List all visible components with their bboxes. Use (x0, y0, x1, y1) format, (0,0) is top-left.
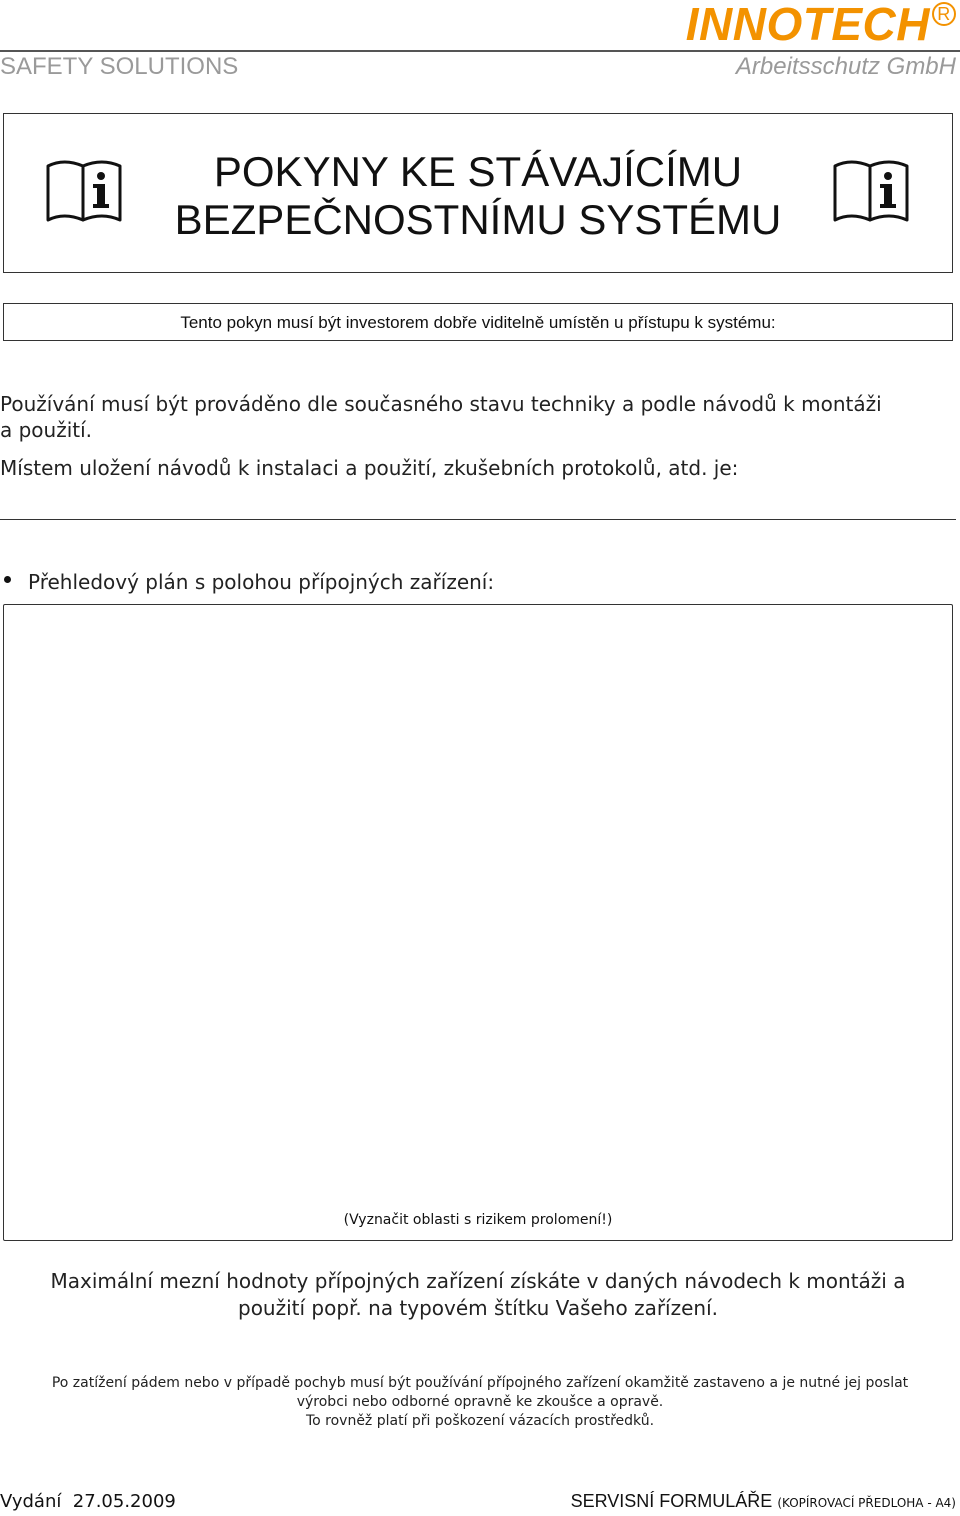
tagline-left: SAFETY SOLUTIONS (0, 53, 239, 80)
usage-paragraph (0, 391, 955, 443)
overview-caption: (Vyznačit oblasti s rizikem prolomení!) (343, 1212, 613, 1228)
form-name-title: SERVISNÍ FORMULÁŘE (570, 1491, 773, 1511)
form-name-note: (KOPÍROVACÍ PŘEDLOHA - A4) (777, 1496, 956, 1510)
limits-paragraph (0, 1268, 956, 1322)
overview-label: Přehledový plán s polohou přípojných zařízení: (28, 570, 495, 594)
overview-plan-area[interactable] (3, 604, 953, 1241)
storage-fill-line[interactable] (0, 519, 956, 520)
warning-line1: Po zatížení pádem nebo v případě pochyb musí být používání přípojného zařízení okamžitě zastaveno a je nutné jej poslat (51, 1375, 909, 1391)
bullet-icon (4, 576, 11, 583)
brand-logo (686, 0, 956, 50)
instruction-text: Tento pokyn musí být investorem dobře viditelně umístěn u přístupu k systému: (180, 313, 776, 332)
issue-date: Vydání 27.05.2009 (0, 1491, 176, 1512)
limits-line2: použití popř. na typovém štítku Vašeho zařízení. (238, 1296, 718, 1320)
form-name (571, 1491, 956, 1512)
storage-label: Místem uložení návodů k instalaci a použití, zkušebních protokolů, atd. je: (0, 456, 739, 480)
warning-paragraph (0, 1374, 960, 1431)
page-title (0, 148, 956, 244)
page-title-line1: POKYNY KE STÁVAJÍCÍMU (213, 148, 743, 195)
page-title-line2: BEZPEČNOSTNÍMU SYSTÉMU (174, 196, 782, 243)
header-divider (0, 50, 960, 52)
usage-line1: Používání musí být prováděno dle současného stavu techniky a podle návodů k montáži (0, 392, 882, 416)
tagline-right: Arbeitsschutz GmbH (735, 53, 956, 80)
warning-line2: výrobci nebo odborné opravně ke zkoušce a opravě. (296, 1394, 664, 1410)
registered-mark: R (932, 2, 956, 26)
warning-line3: To rovněž platí při poškození vázacích prostředků. (305, 1413, 655, 1429)
usage-line2: a použití. (0, 418, 93, 442)
limits-line1: Maximální mezní hodnoty přípojných zařízení získáte v daných návodech k montáži a (50, 1269, 906, 1293)
brand-name: INNOTECH (685, 0, 930, 50)
